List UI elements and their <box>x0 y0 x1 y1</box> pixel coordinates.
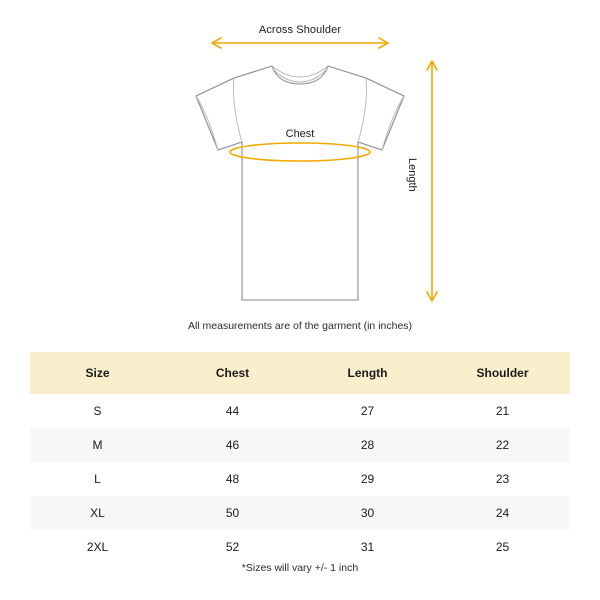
column-header-size: Size <box>30 352 165 394</box>
column-header-length: Length <box>300 352 435 394</box>
cell-shoulder: 24 <box>435 496 570 530</box>
measurement-note: All measurements are of the garment (in inches) <box>187 320 413 332</box>
cell-size: L <box>30 462 165 496</box>
chest-label: Chest <box>285 128 315 140</box>
tshirt-body <box>196 66 404 300</box>
table-row <box>30 428 570 462</box>
cell-chest: 50 <box>165 496 300 530</box>
cell-length: 27 <box>300 394 435 428</box>
cell-chest: 52 <box>165 530 300 564</box>
size-table <box>30 352 570 564</box>
size-table-head <box>30 352 570 394</box>
column-header-chest: Chest <box>165 352 300 394</box>
length-label: Length <box>406 158 418 192</box>
length-arrow <box>427 61 437 301</box>
cell-shoulder: 25 <box>435 530 570 564</box>
cell-size: 2XL <box>30 530 165 564</box>
cell-size: M <box>30 428 165 462</box>
cell-length: 28 <box>300 428 435 462</box>
across-shoulder-arrow <box>212 38 388 48</box>
size-table-body <box>30 394 570 564</box>
across-shoulder-label: Across Shoulder <box>258 24 342 36</box>
cell-size: XL <box>30 496 165 530</box>
size-table-wrapper <box>30 352 570 564</box>
cell-length: 31 <box>300 530 435 564</box>
table-row <box>30 530 570 564</box>
cell-length: 30 <box>300 496 435 530</box>
size-footnote: *Sizes will vary +/- 1 inch <box>241 562 359 574</box>
table-header-row <box>30 352 570 394</box>
cell-chest: 46 <box>165 428 300 462</box>
cell-length: 29 <box>300 462 435 496</box>
cell-chest: 44 <box>165 394 300 428</box>
table-row <box>30 496 570 530</box>
cell-shoulder: 21 <box>435 394 570 428</box>
cell-shoulder: 22 <box>435 428 570 462</box>
cell-shoulder: 23 <box>435 462 570 496</box>
cell-size: S <box>30 394 165 428</box>
cell-chest: 48 <box>165 462 300 496</box>
table-row <box>30 394 570 428</box>
table-row <box>30 462 570 496</box>
column-header-shoulder: Shoulder <box>435 352 570 394</box>
